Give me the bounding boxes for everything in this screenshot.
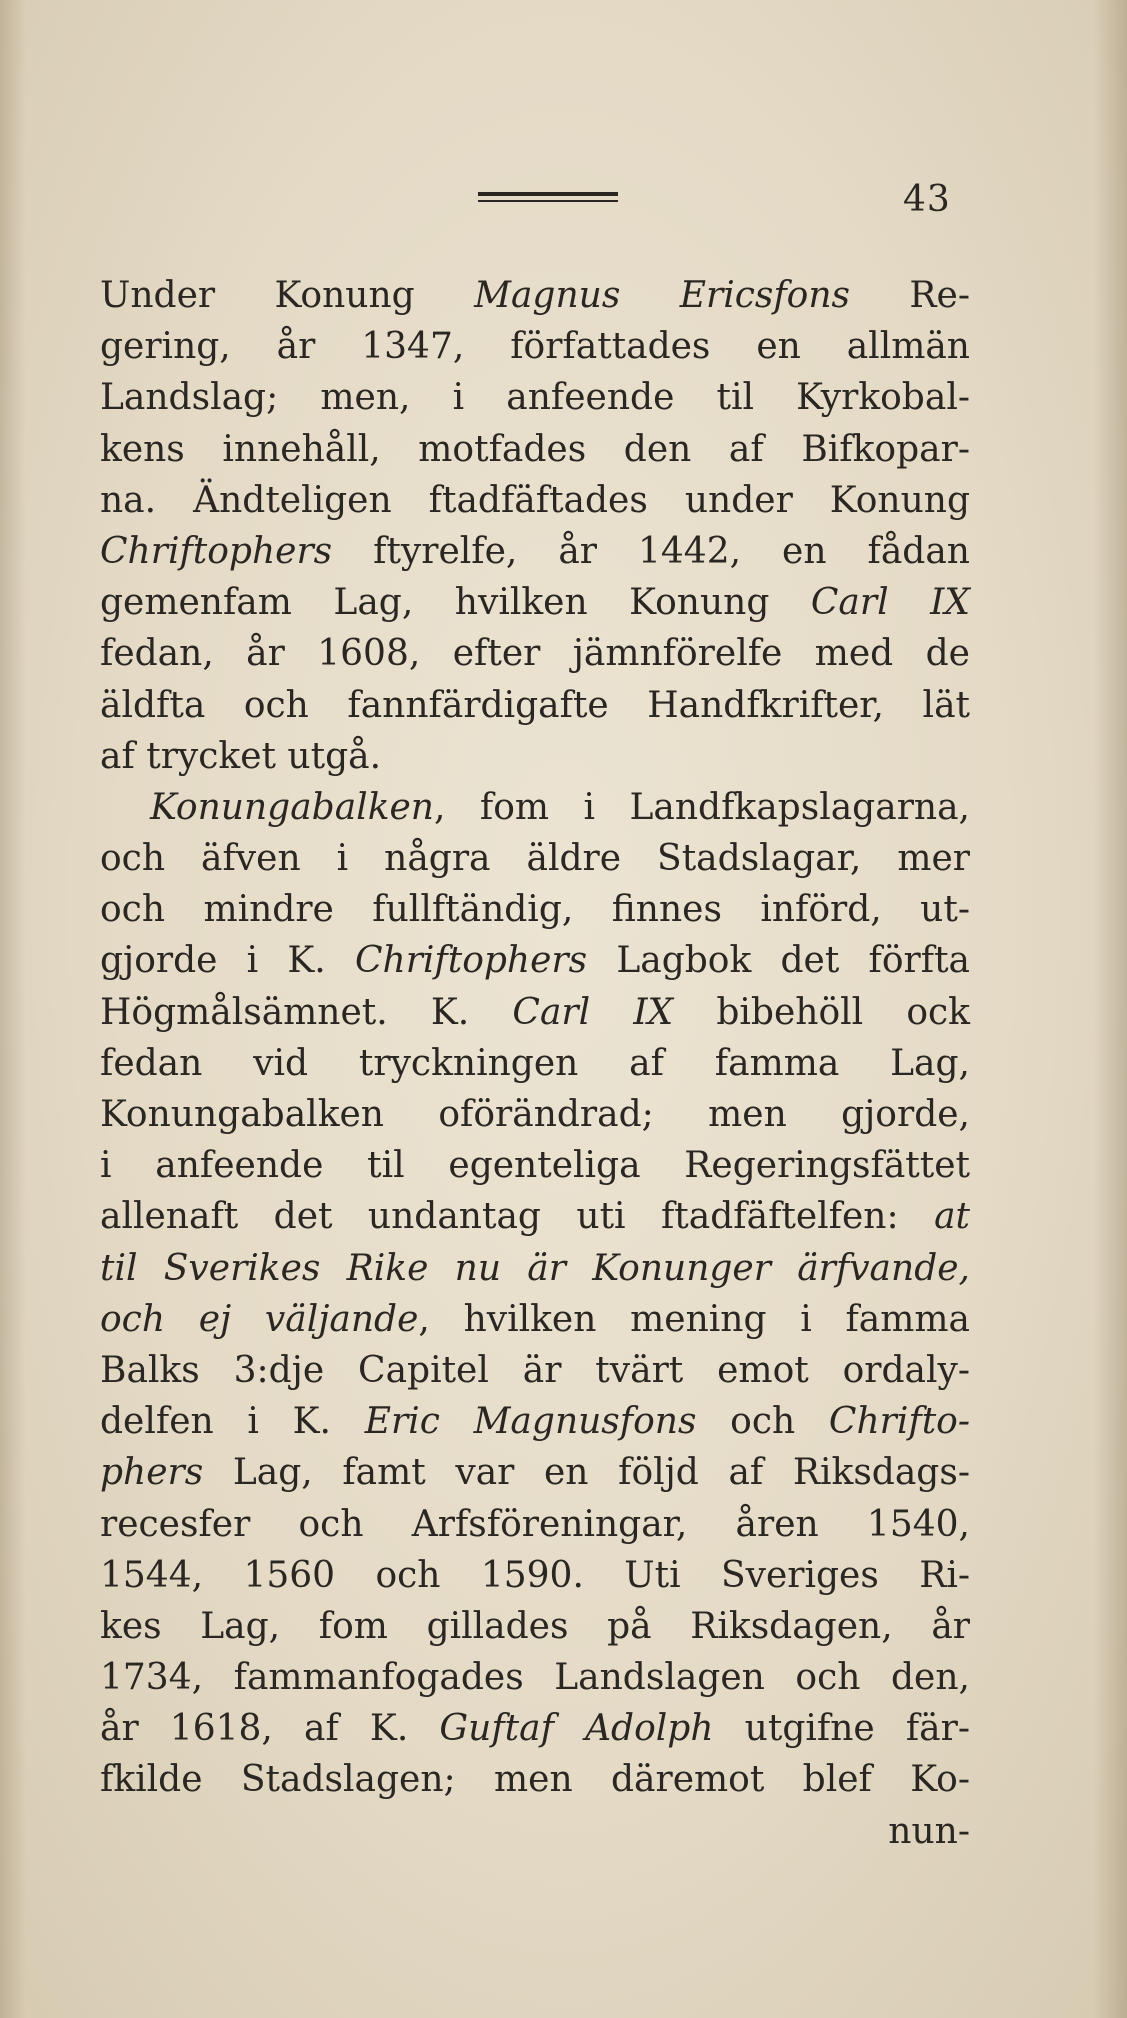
roman-text: delfen i K. — [100, 1401, 365, 1443]
text-line — [100, 1754, 970, 1805]
roman-text: fedan vid tryckningen af famma Lag, — [100, 1042, 970, 1084]
text-line — [100, 833, 970, 884]
italic-text: Carl IX — [512, 991, 674, 1033]
roman-text: Konungabalken oförändrad; men gjorde, — [100, 1094, 970, 1135]
text-line — [100, 321, 970, 372]
italic-text: Magnus Ericsfons — [474, 275, 851, 316]
text-line — [100, 1089, 970, 1140]
italic-text: och ej väljande — [100, 1298, 419, 1340]
roman-text: Under Konung — [100, 275, 475, 316]
roman-text: Lagbok det förfta — [587, 940, 970, 982]
roman-text: och mindre fullftändig, finnes införd, ut- — [100, 889, 970, 931]
italic-text: Konungabalken — [150, 786, 434, 828]
text-line — [100, 884, 970, 935]
text-line — [100, 1703, 970, 1754]
text-line — [100, 1038, 970, 1089]
text-line — [100, 1294, 970, 1345]
roman-text: gjorde i K. — [100, 940, 355, 982]
italic-text: at — [934, 1196, 970, 1238]
roman-text: och — [696, 1401, 829, 1443]
text-line — [100, 1652, 970, 1703]
roman-text: Re- — [850, 275, 970, 316]
roman-text: 1544, 1560 och 1590. Uti Sveriges Ri- — [100, 1554, 970, 1596]
body-text — [100, 270, 970, 1857]
page-number: 43 — [903, 179, 951, 220]
text-line — [100, 372, 970, 423]
text-line — [100, 935, 970, 986]
roman-text: , fom i Landfkapslagarna, — [434, 786, 970, 828]
roman-text: bibehöll ock — [673, 991, 970, 1033]
roman-text: na. Ändteligen ftadfäftades under Konung — [100, 479, 970, 521]
text-line — [100, 1806, 970, 1857]
roman-text: Lag, famt var en följd af Riksdags- — [203, 1452, 970, 1494]
roman-text: och äfven i några äldre Stadslagar, mer — [100, 838, 970, 880]
roman-text: kens innehåll, motfades den af Bifkopar- — [100, 428, 970, 470]
roman-text: gemenfam Lag, hvilken Konung — [100, 582, 811, 624]
roman-text: äldfta och fannfärdigafte Handfkrifter, lät — [100, 684, 970, 726]
text-line — [100, 1140, 970, 1191]
text-line — [100, 1499, 970, 1550]
roman-text: i anfeende til egenteliga Regeringsfättet — [100, 1145, 970, 1187]
text-line — [100, 424, 970, 475]
roman-text: af trycket utgå. — [100, 735, 382, 777]
italic-text: Chrifto- — [828, 1401, 971, 1443]
text-line — [100, 1396, 970, 1447]
text-line — [100, 270, 970, 321]
roman-text: recesfer och Arfsföreningar, åren 1540, — [100, 1503, 970, 1545]
text-line — [100, 1550, 970, 1601]
italic-text: Eric Magnusfons — [364, 1401, 697, 1443]
text-line — [100, 577, 970, 628]
roman-text: gering, år 1347, författades en allmän — [100, 326, 970, 368]
roman-text: Högmålsämnet. K. — [100, 991, 513, 1033]
text-line — [100, 475, 970, 526]
text-line — [100, 628, 970, 679]
roman-text: fkilde Stadslagen; men däremot blef Ko- — [100, 1759, 970, 1801]
page-edge-shadow-right — [1093, 0, 1127, 2018]
text-line — [100, 1191, 970, 1242]
text-line — [100, 1345, 970, 1396]
text-line — [100, 731, 970, 782]
header-rule — [478, 192, 618, 202]
text-line — [100, 1447, 970, 1498]
roman-text: Balks 3:dje Capitel är tvärt emot ordaly- — [100, 1349, 970, 1391]
text-line — [100, 526, 970, 577]
text-line — [100, 1243, 970, 1294]
italic-text: Chriftophers — [354, 940, 588, 982]
page-edge-shadow-left — [0, 0, 26, 2018]
italic-text: Chriftophers — [100, 530, 333, 572]
roman-text: 1734, fammanfogades Landslagen och den, — [100, 1657, 970, 1699]
roman-text: , hvilken mening i famma — [418, 1298, 970, 1340]
roman-text: år 1618, af K. — [100, 1708, 440, 1750]
roman-text: fedan, år 1608, efter jämnförelfe med de — [100, 633, 970, 675]
text-line — [100, 782, 970, 833]
text-line — [100, 680, 970, 731]
italic-text: til Sverikes Rike nu är Konunger ärfvande, — [100, 1247, 970, 1289]
roman-text: kes Lag, fom gillades på Riksdagen, år — [100, 1605, 970, 1647]
roman-text: allenaft det undantag uti ftadfäftelfen: — [100, 1196, 935, 1238]
italic-text: Guftaf Adolph — [439, 1708, 714, 1750]
text-line — [100, 987, 970, 1038]
text-line — [100, 1601, 970, 1652]
roman-text: utgifne fär- — [713, 1708, 970, 1750]
roman-text: nun- — [888, 1810, 970, 1852]
roman-text: ftyrelfe, år 1442, en fådan — [332, 530, 970, 572]
roman-text: Landslag; men, i anfeende til Kyrkobal- — [100, 377, 970, 419]
italic-text: phers — [100, 1452, 204, 1494]
italic-text: Carl IX — [810, 582, 970, 624]
